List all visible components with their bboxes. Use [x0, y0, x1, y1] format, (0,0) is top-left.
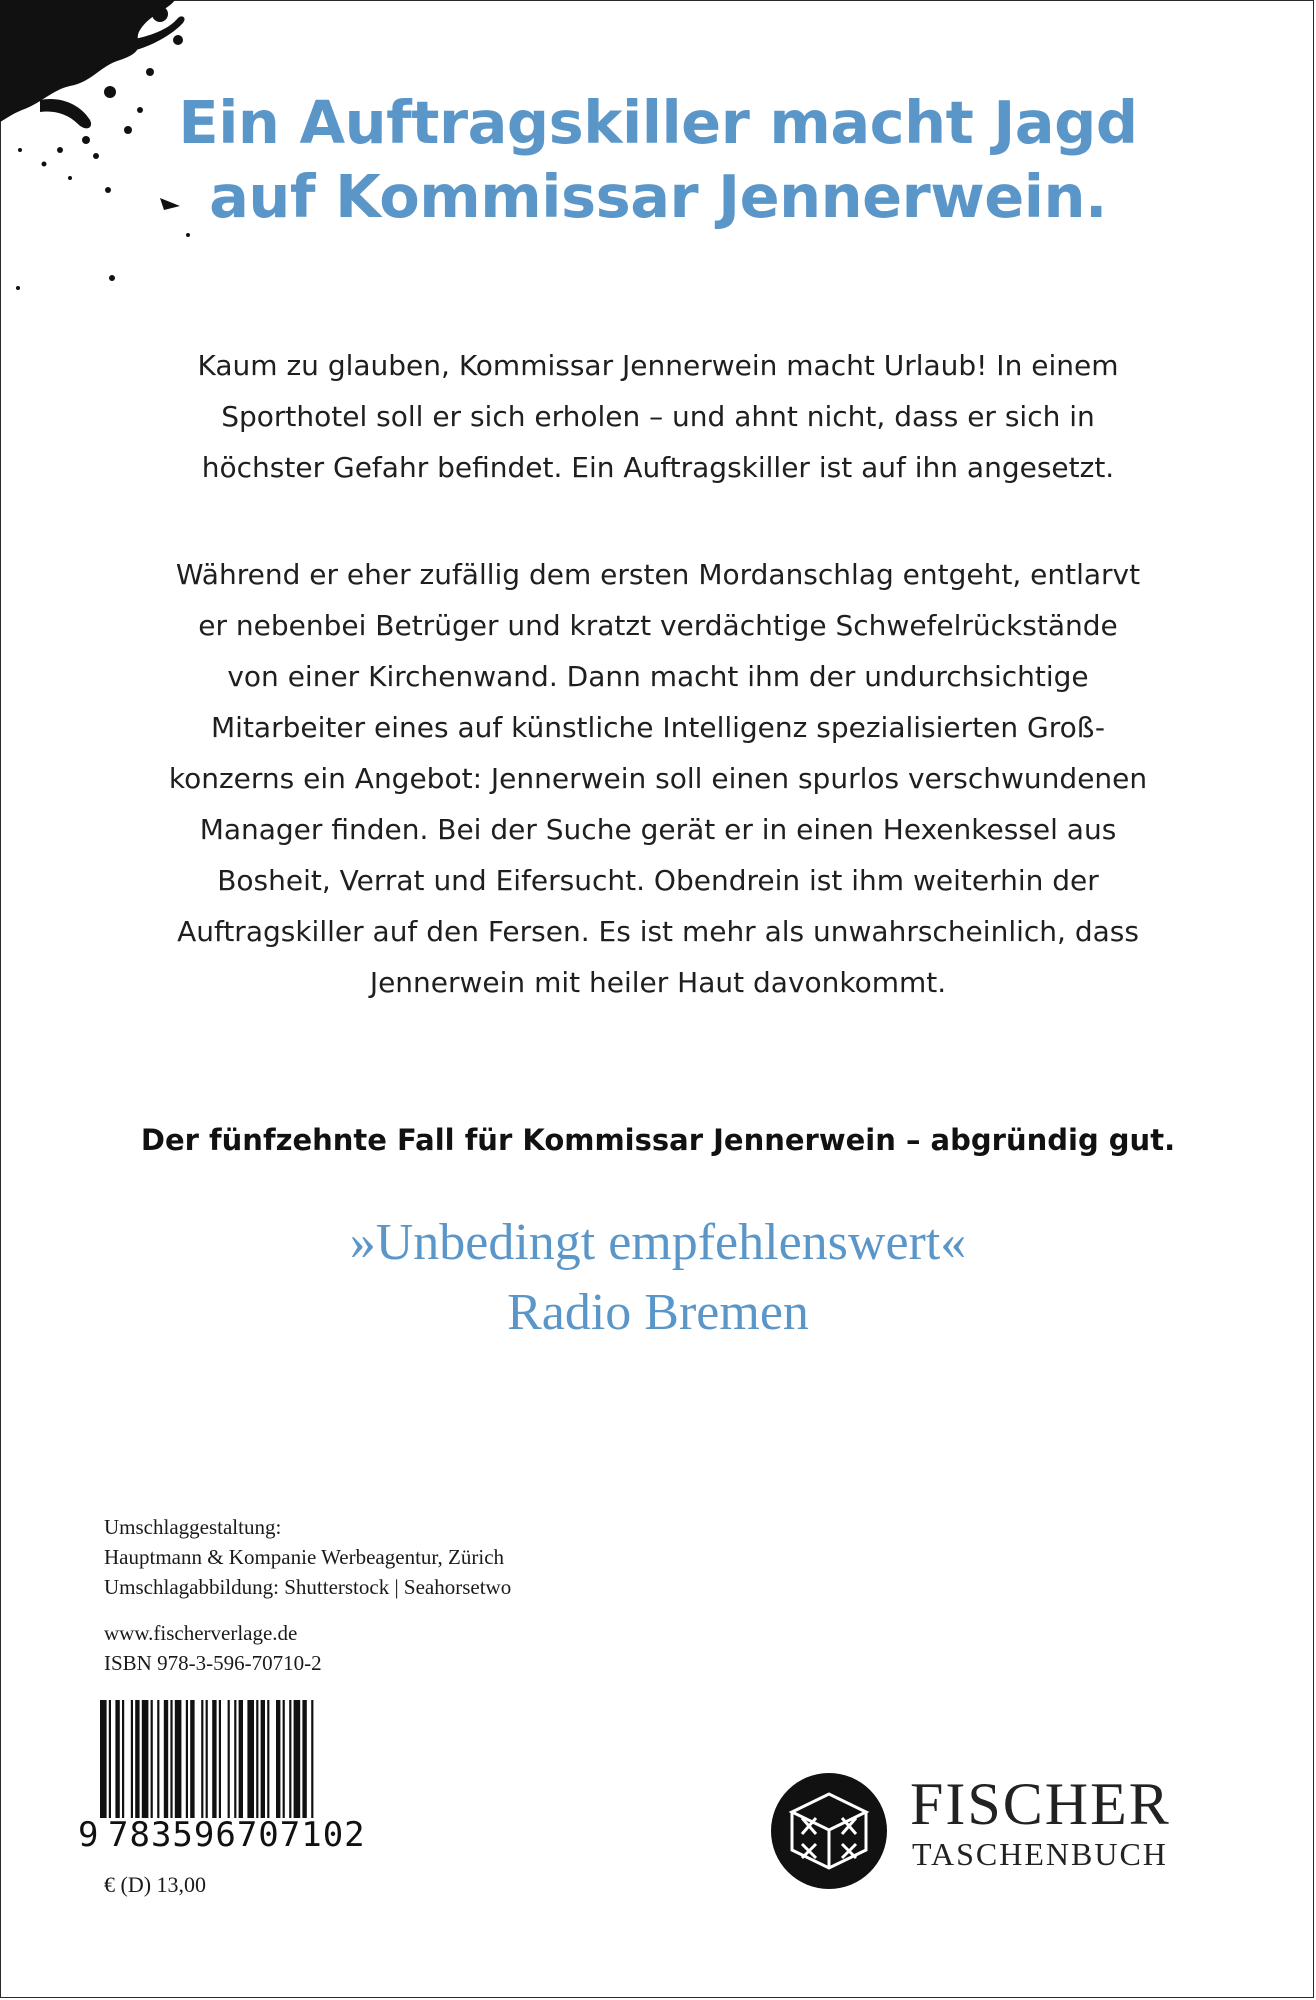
isbn: ISBN 978-3-596-70710-2: [104, 1651, 322, 1675]
blurb-line: konzerns ein Angebot: Jennerwein soll einen spurlos verschwundenen: [168, 762, 1148, 795]
publisher-imprint: TASCHENBUCH: [912, 1836, 1168, 1872]
tagline: Der fünfzehnte Fall für Kommissar Jennerwein – abgründig gut.: [140, 1123, 1176, 1157]
barcode-bar: [142, 1700, 149, 1818]
headline-line-1: Ein Auftragskiller macht Jagd: [178, 88, 1138, 157]
barcode-bar: [175, 1700, 182, 1818]
barcode-bar: [122, 1700, 124, 1818]
blurb-line: höchster Gefahr befindet. Ein Auftragskiller ist auf ihn angesetzt.: [201, 451, 1115, 484]
barcode-bar: [115, 1700, 119, 1818]
website: www.fischerverlage.de: [104, 1621, 298, 1645]
review-source: Radio Bremen: [507, 1284, 809, 1341]
headline: [120, 86, 1196, 234]
barcode-bar: [234, 1700, 236, 1818]
barcode-bar: [247, 1700, 254, 1818]
review-quote: [120, 1208, 1196, 1348]
barcode-bar: [164, 1700, 168, 1818]
barcode-bar: [201, 1700, 203, 1818]
headline-line-2: auf Kommissar Jennerwein.: [209, 162, 1107, 231]
cover-image-credit: Umschlagabbildung: Shutterstock | Seahorsetwo: [104, 1575, 512, 1599]
publisher-logo: [770, 1772, 1220, 1902]
barcode-bar: [151, 1700, 153, 1818]
barcode-bar: [135, 1700, 139, 1818]
price: € (D) 13,00: [104, 1872, 207, 1897]
barcode-bar: [186, 1700, 188, 1818]
barcode-digits: 783596707102: [108, 1815, 366, 1855]
blurb-line: Während er eher zufällig dem ersten Mordanschlag entgeht, entlarvt: [175, 558, 1141, 591]
blurb-line: Auftragskiller auf den Fersen. Es ist mehr als unwahrscheinlich, dass: [177, 915, 1139, 948]
barcode-bar: [190, 1700, 194, 1818]
barcode-bar: [109, 1700, 111, 1818]
barcode-bar: [170, 1700, 172, 1818]
barcode-bar: [294, 1700, 301, 1818]
barcode-bar: [100, 1700, 107, 1818]
credits: [104, 1512, 664, 1678]
blurb-line: Kaum zu glauben, Kommissar Jennerwein macht Urlaub! In einem: [197, 349, 1119, 382]
barcode-bar: [239, 1700, 243, 1818]
barcode-bar: [261, 1700, 265, 1818]
blurb-line: von einer Kirchenwand. Dann macht ihm der undurchsichtige: [227, 660, 1089, 693]
barcode-bar: [311, 1700, 313, 1818]
blurb-paragraph-1: [150, 340, 1166, 493]
blurb-line: Mitarbeiter eines auf künstliche Intelligenz spezialisierten Groß-: [211, 711, 1105, 744]
barcode-bar: [228, 1700, 230, 1818]
review-quote-text: »Unbedingt empfehlenswert«: [349, 1214, 967, 1271]
barcode-bar: [219, 1700, 221, 1818]
barcode-bar: [157, 1700, 159, 1818]
blurb-line: Bosheit, Verrat und Eifersucht. Obendrein ist ihm weiterhin der: [217, 864, 1099, 897]
publisher-name: FISCHER: [910, 1771, 1171, 1837]
fischer-fish-logo-icon: [770, 1772, 888, 1890]
barcode-bar: [289, 1700, 291, 1818]
cover-design: Hauptmann & Kompanie Werbeagentur, Zürich: [104, 1545, 505, 1569]
blurb-paragraph-2: [150, 549, 1166, 1008]
barcode-bar: [212, 1700, 216, 1818]
barcode-first-digit: 9: [78, 1815, 100, 1855]
blurb-line: Manager finden. Bei der Suche gerät er in einen Hexenkessel aus: [199, 813, 1117, 846]
barcode-bar: [276, 1700, 280, 1818]
barcode-bar: [256, 1700, 258, 1818]
blurb-line: Sporthotel soll er sich erholen – und ahnt nicht, dass er sich in: [221, 400, 1095, 433]
barcode-bar: [267, 1700, 269, 1818]
barcode-bar: [302, 1700, 306, 1818]
barcode-bar: [131, 1700, 133, 1818]
barcode-bar: [206, 1700, 208, 1818]
blurb-line: er nebenbei Betrüger und kratzt verdächtige Schwefelrückstände: [198, 609, 1118, 642]
blurb-line: Jennerwein mit heiler Haut davonkommt.: [369, 966, 947, 999]
cover-design-label: Umschlaggestaltung:: [104, 1515, 282, 1539]
barcode-bar: [283, 1700, 285, 1818]
